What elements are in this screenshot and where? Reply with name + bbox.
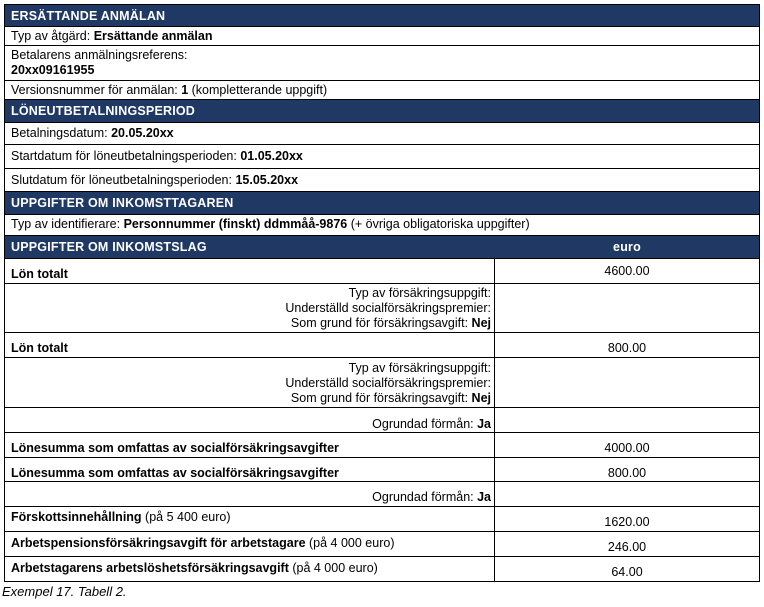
- wage-sum-row-1: Lönesumma som omfattas av socialförsäkringsavgifter 4000.00: [4, 433, 760, 458]
- report-table: [4, 4, 760, 582]
- version-row: Versionsnummer för anmälan: 1 (kompletterande uppgift): [4, 81, 760, 100]
- pension-fee-row: Arbetspensionsförsäkringsavgift för arbetstagare (på 4 000 euro) 246.00: [4, 532, 760, 557]
- section-title: UPPGIFTER OM INKOMSTTAGAREN: [11, 196, 234, 210]
- period-end-row: Slutdatum för löneutbetalningsperioden: 15.05.20xx: [4, 169, 760, 192]
- section-title: ERSÄTTANDE ANMÄLAN: [11, 9, 166, 23]
- insurance-info-1: Typ av försäkringsuppgift: Underställd socialförsäkringspremier: Som grund för försäkringsavgift: Nej: [4, 284, 760, 333]
- section-header-inkomsttagaren: [4, 192, 760, 215]
- identifier-row: Typ av identifierare: Personnummer (finskt) ddmmåå-9876 (+ övriga obligatoriska uppgifter): [4, 215, 760, 236]
- section-title: UPPGIFTER OM INKOMSTSLAG: [11, 240, 207, 254]
- section-header-loneutbetalning: [4, 100, 760, 123]
- wage-sum-row-2: Lönesumma som omfattas av socialförsäkringsavgifter 800.00: [4, 458, 760, 482]
- unfounded-benefit-1: Ogrundad förmån: Ja: [4, 408, 760, 433]
- income-row-lon-totalt-1: Lön totalt 4600.00: [4, 259, 760, 284]
- insurance-info-2: Typ av försäkringsuppgift: Underställd socialförsäkringspremier: Som grund för försäkringsavgift: Nej: [4, 358, 760, 408]
- period-start-row: Startdatum för löneutbetalningsperioden: 01.05.20xx: [4, 145, 760, 169]
- payment-date-row: Betalningsdatum: 20.05.20xx: [4, 123, 760, 145]
- unfounded-benefit-2: Ogrundad förmån: Ja: [4, 482, 760, 507]
- caption: Exempel 17. Tabell 2.: [2, 584, 127, 599]
- income-row-lon-totalt-2: Lön totalt 800.00: [4, 333, 760, 358]
- section-header-ersattande: [4, 4, 760, 27]
- withholding-row: Förskottsinnehållning (på 5 400 euro) 1620.00: [4, 507, 760, 532]
- section-title: LÖNEUTBETALNINGSPERIOD: [11, 104, 196, 118]
- action-type-row: Typ av åtgärd: Ersättande anmälan: [4, 27, 760, 46]
- currency-header: euro: [613, 240, 641, 254]
- payer-reference-row: Betalarens anmälningsreferens: 20xx09161955: [4, 46, 760, 81]
- section-header-inkomstslag: [4, 236, 760, 259]
- unemployment-fee-row: Arbetstagarens arbetslöshetsförsäkringsavgift (på 4 000 euro) 64.00: [4, 557, 760, 582]
